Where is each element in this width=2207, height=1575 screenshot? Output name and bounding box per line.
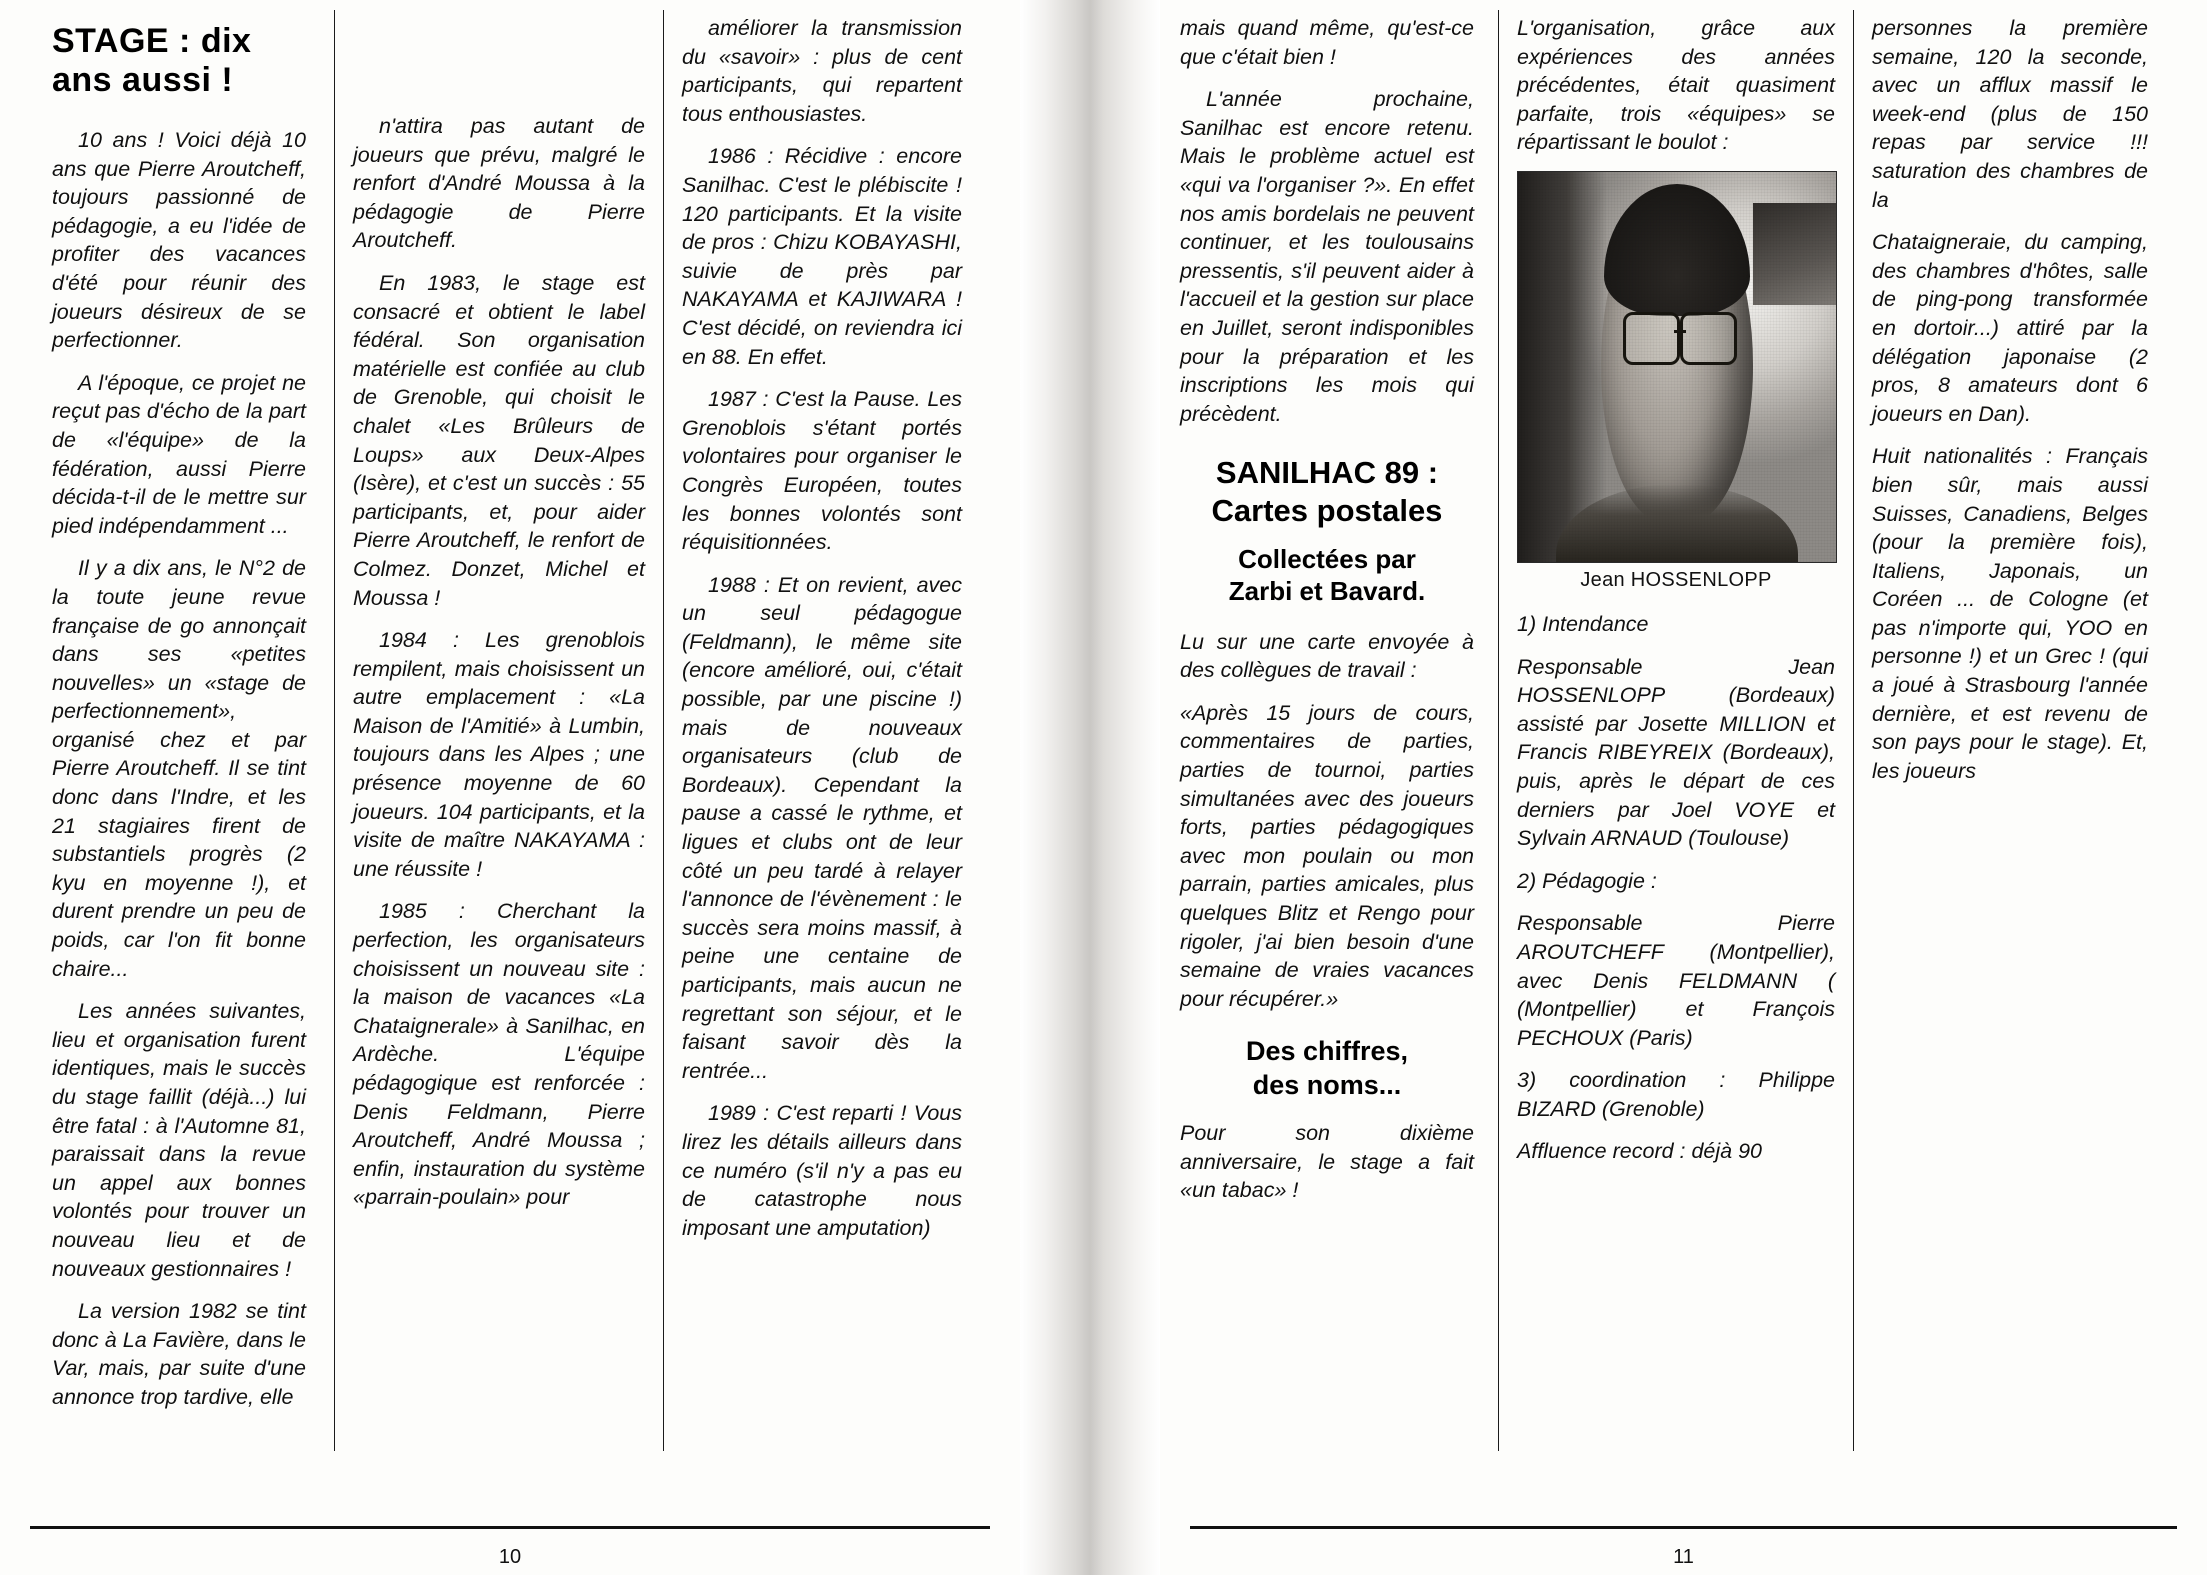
section-heading [1180, 454, 1474, 528]
paragraph: 1985 : Cherchant la perfection, les organisateurs choisissent un nouveau site : la maison de vacances «La Chataignerale» à Sanilhac, en Ardèche. L'équipe pédagogique est renforcée : Denis Feldmann, Pierre Aroutcheff, André Moussa ; enfin, instauration du système «parrain-poulain» pour [353, 899, 645, 1210]
paragraph: Pour son dixième anniversaire, le stage a fait «un tabac» ! [1180, 1120, 1474, 1203]
left-page-columns [0, 0, 1020, 1515]
list-item: Responsable Jean HOSSENLOPP (Bordeaux) assisté par Josette MILLION et Francis RIBEYREIX (Bordeaux), puis, après le départ de ces derniers par Joel VOYE et Sylvain ARNAUD (Toulouse) [1517, 654, 1835, 851]
paragraph: 1986 : Récidive : encore Sanilhac. C'est le plébiscite ! 120 participants. Et la visite de pros : Chizu KOBAYASHI, suivie de près par NAKAYAMA et KAJIWARA ! C'est décidé, on reviendra ici en 88. En effet. [682, 144, 962, 369]
right-column-2 [1517, 0, 1835, 1515]
list-item-title: 1) Intendance [1517, 611, 1649, 636]
paragraph: Lu sur une carte envoyée à des collègues de travail : [1180, 629, 1474, 683]
paragraph: 10 ans ! Voici déjà 10 ans que Pierre Aroutcheff, toujours passionné de pédagogie, a eu l'idée de profiter des vacances d'été pour réunir des joueurs désireux de se perfectionner. [52, 128, 306, 353]
paragraph: n'attira pas autant de joueurs que prévu, malgré le renfort d'André Moussa à la pédagogie de Pierre Aroutcheff. [353, 114, 645, 253]
page-number-right: 11 [1673, 1546, 1694, 1568]
list-item-title: 2) Pédagogie : [1517, 868, 1657, 893]
paragraph: 1987 : C'est la Pause. Les Grenoblois s'étant portés volontaires pour organiser le Congrès Européen, toutes les bonnes volontés sont réquisitionnées. [682, 387, 962, 555]
footer-rule [1190, 1526, 2177, 1529]
subsection-heading-line2: des noms... [1252, 1070, 1402, 1101]
photo-figure [1517, 171, 1835, 592]
paragraph: Il y a dix ans, le N°2 de la toute jeune revue française de go annonçait dans ses «petites nouvelles» un «stage de perfectionnement», organisé chez et par Pierre Aroutcheff. Il se tint donc dans l'Indre, et les 21 stagiaires firent de substantiels progrès (2 kyu en moyenne !), et durent prendre un peu de poids, car l'on fit bonne chaire... [52, 556, 306, 981]
paragraph: La version 1982 se tint donc à La Favière, dans le Var, mais, par suite d'une annonce trop tardive, elle [52, 1299, 306, 1409]
right-page-columns [1160, 0, 2207, 1515]
paragraph: 1989 : C'est reparti ! Vous lirez les détails ailleurs dans ce numéro (s'il n'y a pas eu de catastrophe nous imposant une amputation) [682, 1101, 962, 1240]
gutter-shadow [1020, 0, 1160, 1575]
page-number-left: 10 [498, 1546, 522, 1568]
paragraph: L'année prochaine, Sanilhac est encore retenu. Mais le problème actuel est «qui va l'organiser ?». En effet nos amis bordelais ne peuvent continuer, et les toulousains pressentis, s'il peuvent aider à l'accueil et la gestion sur place en Juillet, seront indisponibles pour la préparation et les inscriptions les mois qui précèdent. [1180, 87, 1474, 426]
left-page [0, 0, 1020, 1575]
paragraph: 1988 : Et on revient, avec un seul pédagogue (Feldmann), le même site (encore amélioré, oui, c'était possible, par une piscine !) mais de nouveaux organisateurs (club de Bordeaux). Cependant la pause a cassé le rythme, et ligues et clubs ont de leur côté un peu tardé à relayer l'annonce de l'évènement : le succès sera moins massif, à peine une centaine de participants, mais aucun ne regrettant son séjour, et le faisant savoir dès la rentrée... [682, 572, 962, 1083]
paragraph: En 1983, le stage est consacré et obtient le label fédéral. Son organisation matérielle est confiée au club de Grenoble, qui choisit le chalet «Les Brûleurs de Loups» aux Deux-Alpes (Isère), et c'est un succès : 55 participants, et, pour aider Pierre Aroutcheff, le renfort de Colmez. Donzet, Michel et Moussa ! [353, 270, 645, 610]
paragraph: «Après 15 jours de cours, commentaires de parties, parties de tournoi, parties simultanées avec des joueurs forts, parties pédagogiques avec mon poulain ou mon parrain, parties amicales, plus quelques Blitz et Rengo pour rigoler, j'ai bien besoin d'une semaine de vraies vacances pour récupérer.» [1180, 700, 1474, 1011]
section-heading-line1: SANILHAC 89 : [1215, 455, 1439, 491]
book-gutter [1020, 0, 1160, 1575]
paragraph: Affluence record : déjà 90 [1517, 1139, 1763, 1164]
subsection-heading [1180, 1035, 1474, 1103]
column-divider [1853, 10, 1854, 1451]
paragraph: améliorer la transmission du «savoir» : plus de cent participants, qui repartent tous enthousiastes. [682, 16, 962, 126]
paragraph: Chataigneraie, du camping, des chambres d'hôtes, salle de ping-pong transformée en dortoir...) attiré par la délégation japonaise (2 pros, 8 amateurs dont 6 joueurs en Dan). [1872, 230, 2148, 426]
footer-rule [30, 1526, 990, 1529]
column-divider [334, 10, 335, 1451]
paragraph: L'organisation, grâce aux expériences des années précédentes, était quasiment parfaite, trois «équipes» se répartissant le boulot : [1517, 16, 1835, 155]
list-item: Responsable Pierre AROUTCHEFF (Montpellier), avec Denis FELDMANN ( (Montpellier) et François PECHOUX (Paris) [1517, 911, 1835, 1050]
section-subheading-line2: Zarbi et Bavard. [1228, 576, 1426, 607]
section-subheading-line1: Collectées par [1238, 543, 1416, 574]
right-column-1 [1160, 0, 1480, 1515]
paragraph: Huit nationalités : Français bien sûr, mais aussi Suisses, Canadiens, Belges (pour la première fois), Italiens, Japonais, un Coréen ... de Cologne (et pas n'importe qui, YOO en personne !) et un Grec ! (qui a joué à Strasbourg l'année dernière, et est revenu de son pays pour le stage). Et, les joueurs [1872, 444, 2148, 783]
paragraph: 1984 : Les grenoblois rempilent, mais choisissent un autre emplacement : «La Maison de l'Amitié» à Lumbin, toujours dans les Alpes ; une présence moyenne de 60 joueurs. 104 participants, et la visite de maître NAKAYAMA : une réussite ! [353, 628, 645, 881]
left-column-2 [353, 0, 645, 1515]
section-subheading [1180, 543, 1474, 608]
column-divider [1498, 10, 1499, 1451]
right-column-3 [1872, 0, 2172, 1515]
photo-grain [1518, 172, 1836, 562]
subsection-heading-line1: Des chiffres, [1245, 1036, 1409, 1067]
paragraph: A l'époque, ce projet ne reçut pas d'écho de la part de «l'équipe» de la fédération, aussi Pierre décida-t-il de le mettre sur pied indépendamment ... [52, 370, 306, 538]
paragraph: personnes la première semaine, 120 la seconde, avec un afflux massif le week-end (plus de 150 repas par service !!! saturation des chambres de la [1872, 16, 2148, 212]
left-column-3 [682, 0, 982, 1515]
photo-caption: Jean HOSSENLOPP [1580, 568, 1772, 591]
right-page [1160, 0, 2207, 1575]
page-title: STAGE : dix ans aussi ! [52, 22, 252, 99]
column-divider [663, 10, 664, 1451]
section-heading-line2: Cartes postales [1211, 492, 1443, 528]
paragraph: Les années suivantes, lieu et organisation furent identiques, mais le succès du stage faillit (déjà...) lui être fatal : à l'Automne 81, paraissait dans la revue un appel aux bonnes volontés pour trouver un nouveau lieu et de nouveaux gestionnaires ! [52, 999, 306, 1281]
left-column-1 [0, 0, 316, 1515]
list-item: 3) coordination : Philippe BIZARD (Grenoble) [1517, 1068, 1835, 1121]
portrait-photo [1517, 171, 1837, 563]
paragraph: mais quand même, qu'est-ce que c'était bien ! [1180, 16, 1474, 69]
